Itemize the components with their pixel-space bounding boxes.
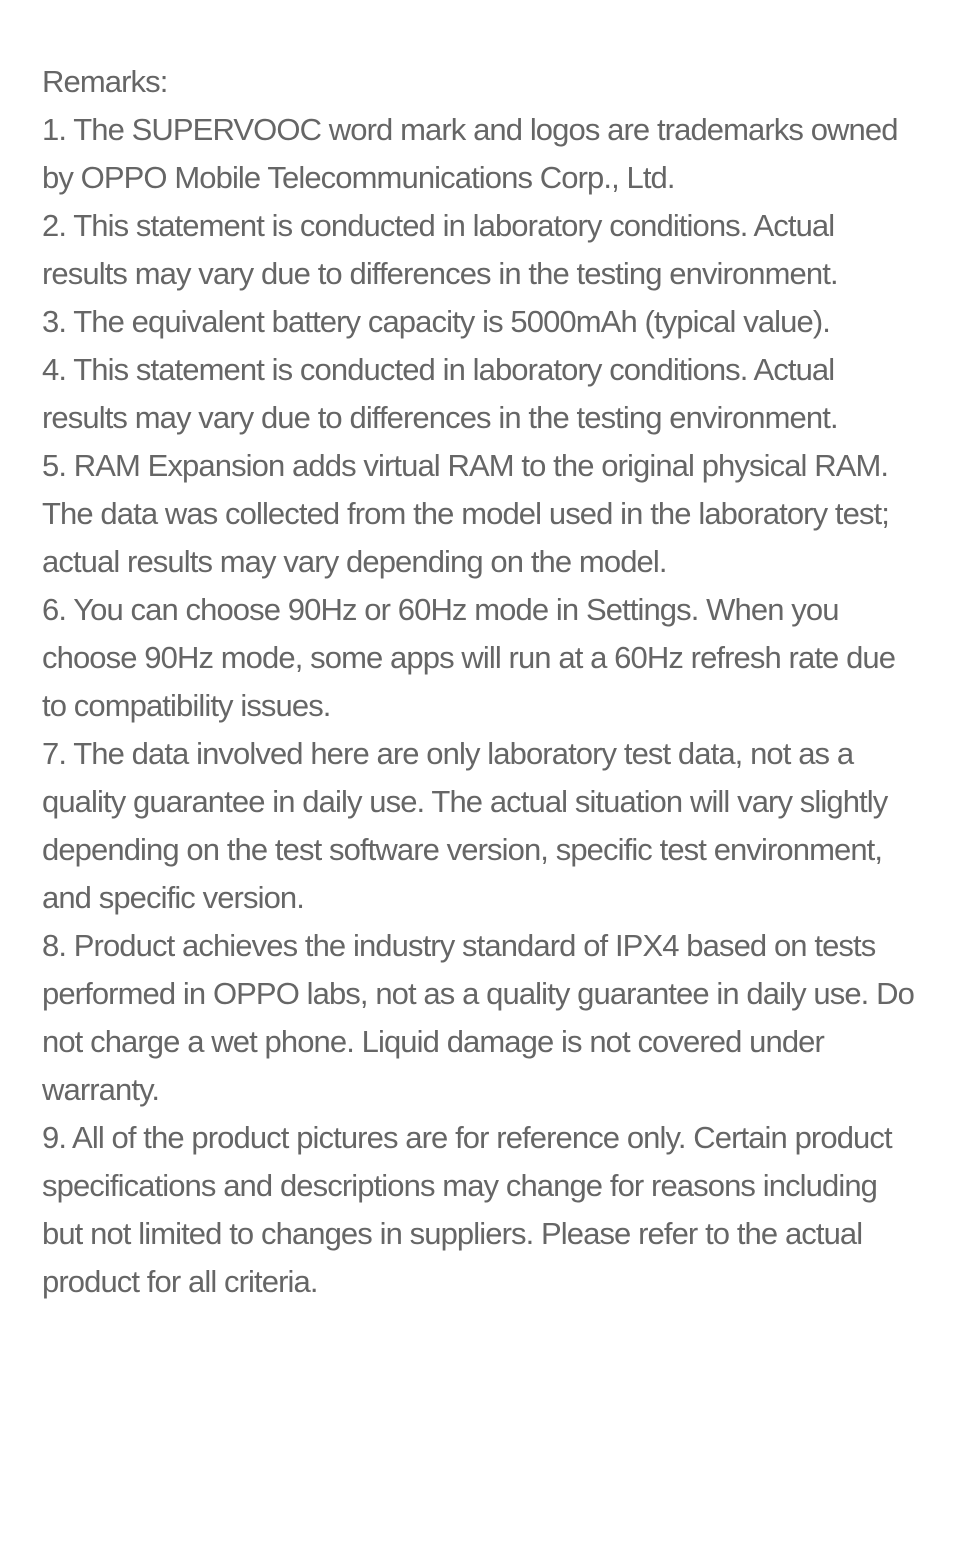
remark-item-4: 4. This statement is conducted in laboratory conditions. Actual results may vary due to differences in the testing environment. <box>42 352 838 435</box>
remark-item-6: 6. You can choose 90Hz or 60Hz mode in Settings. When you choose 90Hz mode, some apps will run at a 60Hz refresh rate due to compatibility issues. <box>42 592 896 723</box>
remarks-heading: Remarks: <box>42 64 168 99</box>
remark-item-1: 1. The SUPERVOOC word mark and logos are trademarks owned by OPPO Mobile Telecommunications Corp., Ltd. <box>42 112 898 195</box>
remark-item-2: 2. This statement is conducted in laboratory conditions. Actual results may vary due to differences in the testing environment. <box>42 208 838 291</box>
remark-item-8: 8. Product achieves the industry standard of IPX4 based on tests performed in OPPO labs, not as a quality guarantee in daily use. Do not charge a wet phone. Liquid damage is not covered under warranty. <box>42 928 914 1107</box>
remark-item-7: 7. The data involved here are only laboratory test data, not as a quality guarantee in daily use. The actual situation will vary slightly depending on the test software version, specific test environment, and specific version. <box>42 736 888 915</box>
remark-item-9: 9. All of the product pictures are for reference only. Certain product specifications and descriptions may change for reasons including but not limited to changes in suppliers. Please refer to the actual product for all criteria. <box>42 1120 892 1299</box>
remark-item-5: 5. RAM Expansion adds virtual RAM to the original physical RAM. The data was collected from the model used in the laboratory test; actual results may vary depending on the model. <box>42 448 889 579</box>
remark-item-3: 3. The equivalent battery capacity is 5000mAh (typical value). <box>42 304 830 339</box>
remarks-section <box>42 58 922 1306</box>
remarks-list <box>42 106 922 1306</box>
